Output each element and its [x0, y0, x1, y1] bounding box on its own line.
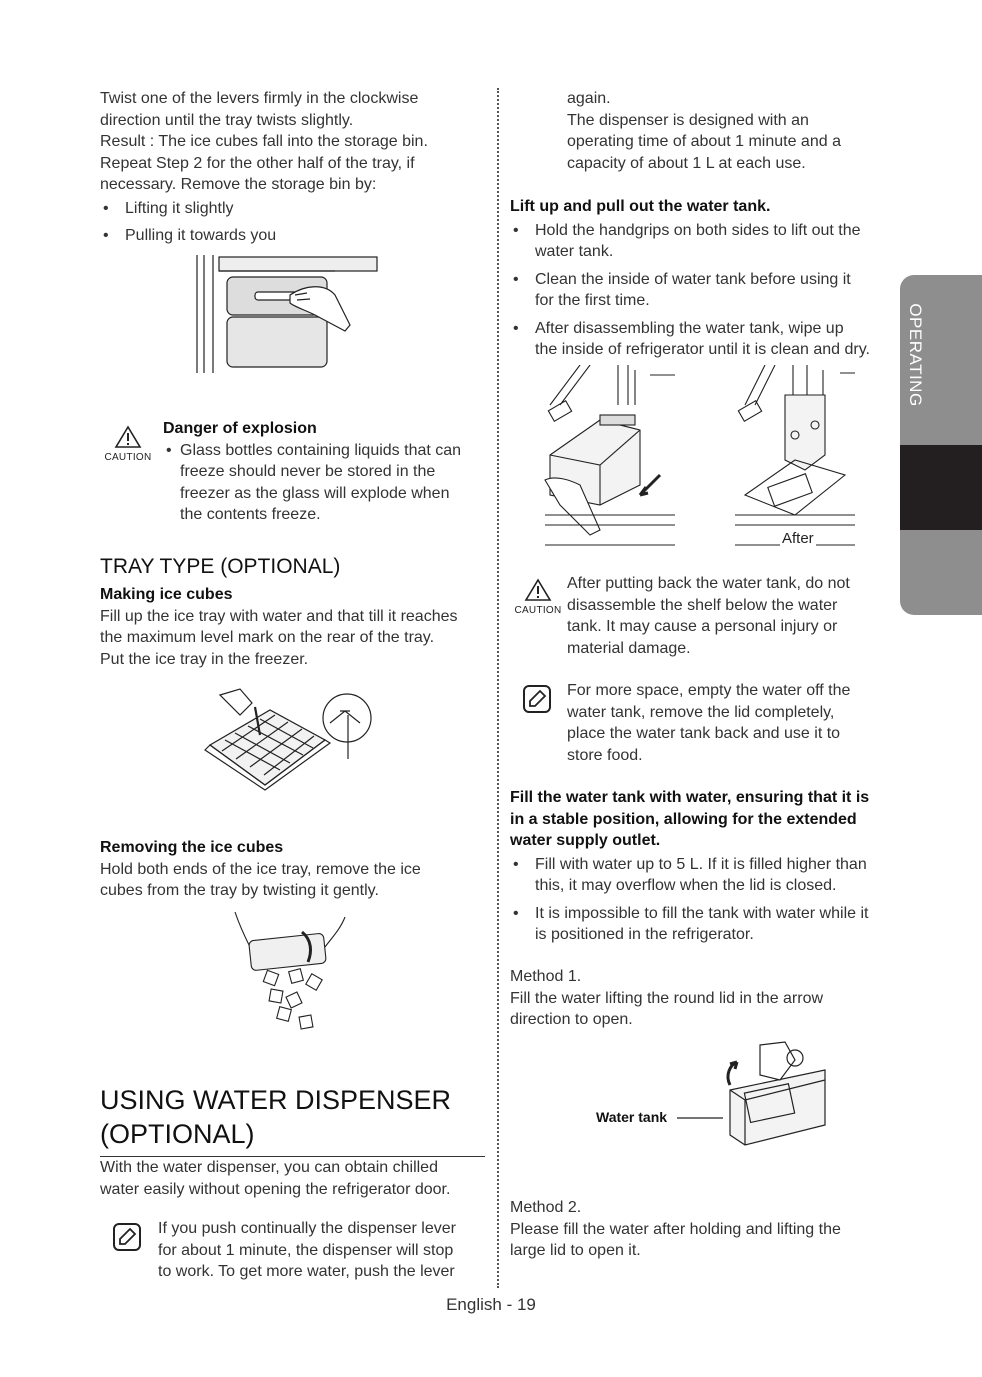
footer-language: English -: [446, 1295, 517, 1314]
page-footer: [0, 1295, 982, 1315]
caution-block: Danger of explosion • Glass bottles containing liquids that can freeze should never be stored in the freezer as the glass will explode when the contents freeze.: [163, 418, 493, 526]
after-label: After: [782, 530, 814, 547]
dispenser-note: If you push continually the dispenser lever for about 1 minute, the dispenser will stop to work. To get more water, push the lever: [158, 1220, 456, 1280]
removing-ice-cubes: Removing the ice cubes Hold both ends of the ice tray, remove the ice cubes from the tray by twisting it gently.: [100, 839, 421, 899]
list-item: • Lifting it slightly: [100, 198, 490, 220]
caution-icon: [98, 425, 158, 463]
storage-bin-illustration: [195, 255, 380, 375]
caution-label: CAUTION: [104, 452, 152, 463]
list-item: • Clean the inside of water tank before using it for the first time.: [510, 269, 900, 312]
note-continued: again. The dispenser is designed with an operating time of about 1 minute and a capacity of about 1 L at each use.: [567, 90, 841, 172]
list-item: • Pulling it towards you: [100, 225, 490, 247]
list-item: • Fill with water up to 5 L. If it is filled higher than this, it may overflow when the lid is closed.: [510, 854, 900, 897]
twist-tray-illustration: [230, 912, 355, 1037]
intro-text: Twist one of the levers firmly in the clockwise direction until the tray twists slightly. Result : The ice cubes fall into the storage bin. Repeat Step 2 for the other half of the tray, if necessary. Remove the storage bin by: • Lifting it slightly • Pulling it towards you: [100, 88, 490, 247]
method-1: Method 1. Fill the water lifting the round lid in the arrow direction to open.: [510, 968, 824, 1028]
note-text: For more space, empty the water off the water tank, remove the lid completely, place the water tank back and use it to store food.: [567, 682, 851, 764]
caution-label: CAUTION: [514, 605, 562, 616]
warning-triangle-icon: [114, 425, 142, 449]
column-divider: [497, 88, 499, 1288]
list-item: • It is impossible to fill the tank with water while it is positioned in the refrigerator.: [510, 903, 900, 946]
page-number: 19: [516, 1295, 536, 1314]
water-tank-label: Water tank: [596, 1109, 668, 1125]
fill-section: Fill the water tank with water, ensuring that it is in a stable position, allowing for the extended water supply outlet. • Fill with water up to 5 L. If it is filled higher than this, it may overflow when the lid is closed. • It is impossible to fill the tank with water while it is positioned in the refrigerator.: [510, 787, 900, 946]
side-tab-dark: [900, 445, 982, 530]
ice-tray-illustration: [200, 685, 380, 795]
making-ice-cubes: Making ice cubes Fill up the ice tray with water and that till it reaches the maximum level mark on the rear of the tray. Put the ice tray in the freezer.: [100, 586, 458, 668]
water-tank-illustration: [675, 1040, 835, 1155]
warning-triangle-icon: [524, 578, 552, 602]
note-icon: [522, 684, 552, 714]
dispenser-intro: With the water dispenser, you can obtain chilled water easily without opening the refrigerator door.: [100, 1159, 451, 1198]
section-heading: TRAY TYPE (OPTIONAL): [100, 555, 341, 578]
lift-section: Lift up and pull out the water tank. • Hold the handgrips on both sides to lift out the water tank. • Clean the inside of water tank before using it for the first time. • After disassembling the water tank, wipe up the inside of refrigerator until it is clean and dry.: [510, 196, 900, 361]
list-item: • Hold the handgrips on both sides to lift out the water tank.: [510, 220, 900, 263]
caution-icon: [508, 578, 568, 616]
tank-removal-illustration: [540, 365, 680, 550]
side-tab-label: OPERATING: [906, 303, 925, 407]
side-tab-gray-bottom: [900, 530, 982, 615]
tank-removed-illustration: [735, 365, 860, 550]
caution-text: After putting back the water tank, do not disassemble the shelf below the water tank. It may cause a personal injury or material damage.: [567, 575, 850, 657]
method-2: Method 2. Please fill the water after holding and lifting the large lid to open it.: [510, 1199, 841, 1259]
list-item: • After disassembling the water tank, wipe up the inside of refrigerator until it is clean and dry.: [510, 318, 900, 361]
dispenser-heading: USING WATER DISPENSER (OPTIONAL): [100, 1083, 485, 1157]
note-icon: [112, 1222, 142, 1252]
caution-title: Danger of explosion: [163, 420, 317, 437]
